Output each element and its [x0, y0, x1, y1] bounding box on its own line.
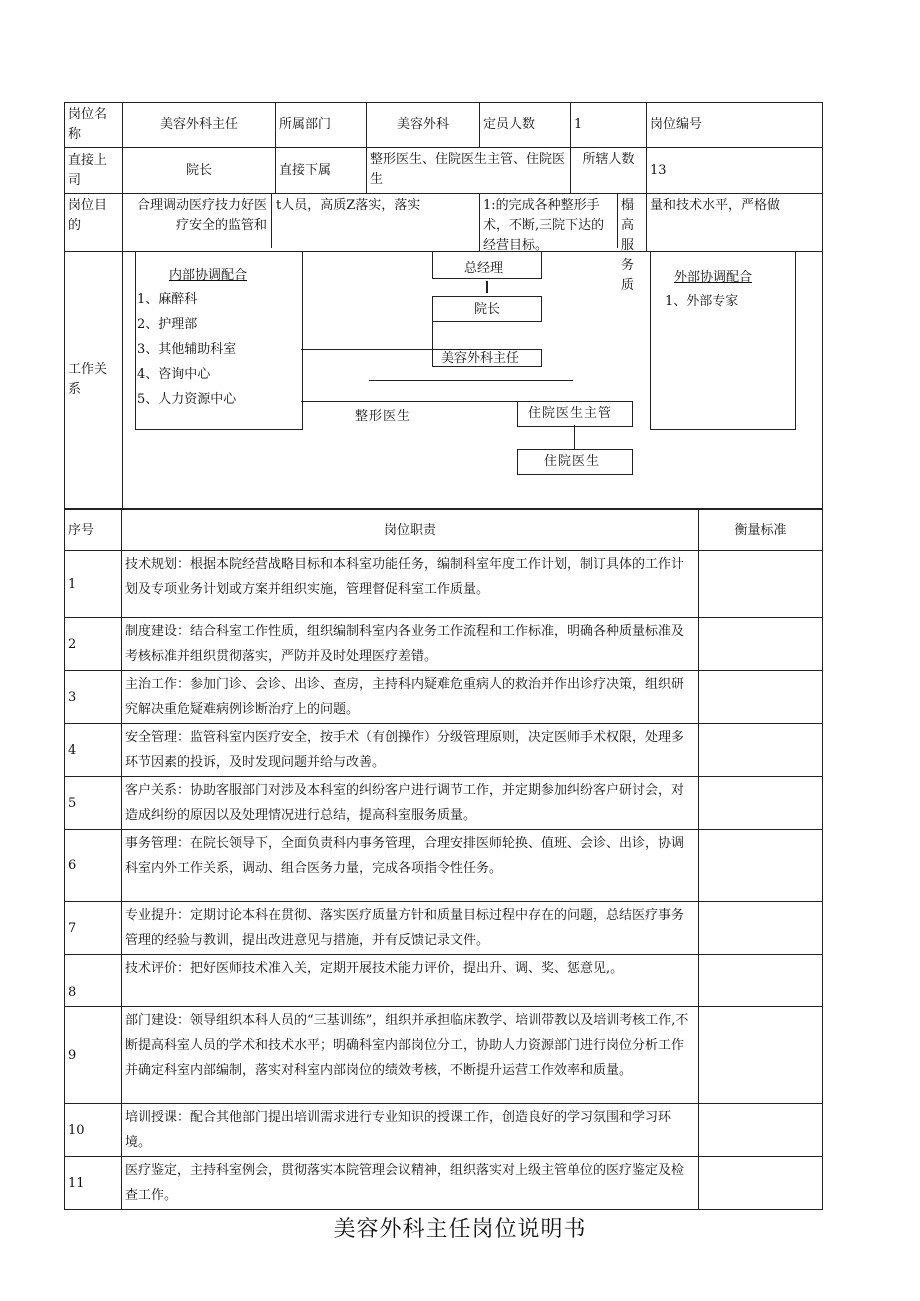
duty-row-number: 4	[65, 724, 122, 777]
org-resident-supervisor: 住院医生主管	[528, 406, 613, 421]
headcount-value: 1	[571, 103, 647, 148]
subordinate-value: 整形医生、住院医生主管、住院医生	[367, 148, 571, 194]
headcount-label: 定员人数	[480, 103, 571, 148]
relations-label: 工作关系	[65, 252, 123, 509]
duty-row-measure	[699, 1104, 823, 1157]
col-measure-header: 衡量标准	[699, 510, 823, 551]
org-director: 美容外科主任	[441, 351, 520, 366]
internal-coordination-title: 内部协调配合	[169, 268, 248, 283]
duty-row-measure	[699, 724, 823, 777]
relations-diagram	[123, 252, 822, 508]
purpose-segment-3-text: 1:的完成各种整形手术，不断,三院下达的经营目标。	[480, 194, 618, 248]
external-coordination-title: 外部协调配合	[674, 270, 753, 285]
duty-row-text: 技术规划：根据本院经营战略目标和本科室功能任务，编制科室年度工作计划，制订具体的工作计划及专项业务计划或方案并组织实施，管理督促科室工作质量。	[122, 551, 699, 618]
duty-row-number: 6	[65, 830, 122, 902]
duty-row-number: 3	[65, 671, 122, 724]
duty-row-text: 技术评价：把好医师技术准入关，定期开展技术能力评价，提出升、调、奖、惩意见,。	[122, 955, 699, 1007]
duty-row-number: 10	[65, 1104, 122, 1157]
duty-row-number: 1	[65, 551, 122, 618]
post-name-value: 美容外科主任	[123, 103, 276, 148]
managed-value: 13	[647, 148, 823, 194]
duty-row-measure	[699, 955, 823, 1007]
duty-row-measure	[699, 830, 823, 902]
duties-table	[64, 509, 823, 1210]
duty-row-text: 事务管理：在院长领导下，全面负责科内事务管理，合理安排医师轮换、值班、会诊、出诊，协调科室内外工作关系，调动、组合医务力量，完成各项指令性任务。	[122, 830, 699, 902]
duty-row-number: 2	[65, 618, 122, 671]
header-table	[64, 102, 823, 509]
duty-row-text: 医疗鉴定，主持科室例会，贯彻落实本院管理会议精神，组织落实对上级主管单位的医疗鉴定及检查工作。	[122, 1157, 699, 1210]
dept-value: 美容外科	[367, 103, 480, 148]
duty-row-text: 专业提升：定期讨论本科在贯彻、落实医疗质量方针和质量目标过程中存在的问题，总结医疗事务管理的经验与教训，提出改进意见与措施，并有反馈记录文件。	[122, 902, 699, 955]
duty-row-text: 部门建设：领导组织本科人员的“三基训练”，组织并承担临床教学、培训带教以及培训考核工作,不断提高科室人员的学术和技术水平；明确科室内部岗位分工，协助人力资源部门进行岗位分析工作并确定科室内部编制，落实对科室内部岗位的绩效考核，不断提升运营工作效率和质量。	[122, 1007, 699, 1104]
org-dean: 院长	[474, 302, 501, 317]
org-plastic-surgeon: 整形医生	[355, 409, 412, 424]
internal-item-4: 4、咨询中心	[137, 367, 211, 382]
org-connector	[574, 425, 575, 449]
document-title: 美容外科主任岗位说明书	[333, 1217, 587, 1242]
job-description-document	[64, 102, 822, 1210]
duty-row-number: 8	[65, 955, 122, 1007]
purpose-label: 岗位目的	[65, 194, 123, 252]
duty-row-measure	[699, 551, 823, 618]
purpose-segment-4: 榻高服务质	[621, 198, 635, 293]
duty-row-measure	[699, 618, 823, 671]
superior-label: 直接上司	[65, 148, 123, 194]
internal-item-2: 2、护理部	[137, 317, 198, 332]
duty-row-measure	[699, 671, 823, 724]
superior-value: 院长	[123, 148, 276, 194]
post-name-label: 岗位名称	[65, 103, 123, 148]
duty-row-text: 主治工作：参加门诊、会诊、出诊、查房，主持科内疑难危重病人的救治并作出诊疗决策，组织研究解决重危疑难病例诊断治疗上的问题。	[122, 671, 699, 724]
duty-row-text: 制度建设：结合科室工作性质，组织编制科室内各业务工作流程和工作标准，明确各种质量标准及考核标准并组织贯彻落实，严防并及时处理医疗差错。	[122, 618, 699, 671]
org-resident: 住院医生	[544, 454, 601, 469]
org-general-manager: 总经理	[464, 261, 504, 276]
col-duty-header: 岗位职责	[122, 510, 699, 551]
duty-row-number: 11	[65, 1157, 122, 1210]
duty-row-number: 7	[65, 902, 122, 955]
duty-row-measure	[699, 1157, 823, 1210]
org-connector	[369, 380, 573, 381]
org-connector	[486, 281, 488, 293]
duty-row-measure	[699, 777, 823, 830]
internal-item-3: 3、其他辅助科室	[137, 342, 237, 357]
duty-row-text: 客户关系：协助客服部门对涉及本科室的纠纷客户进行调节工作，并定期参加纠纷客户研讨会，对造成纠纷的原因以及处理情况进行总结，提高科室服务质量。	[122, 777, 699, 830]
managed-label: 所辖人数	[571, 148, 647, 194]
duty-row-number: 9	[65, 1007, 122, 1104]
post-code-label: 岗位编号	[647, 103, 823, 148]
duty-row-text: 安全管理：监管科室内医疗安全，按手术（有创操作）分级管理原则，决定医师手术权限，处理多环节因素的投诉，及时发现问题并给与改善。	[122, 724, 699, 777]
external-item-1: 1、外部专家	[665, 294, 739, 309]
duty-row-text: 培训授课：配合其他部门提出培训需求进行专业知识的授课工作，创造良好的学习氛围和学习环境。	[122, 1104, 699, 1157]
purpose-segment-2: t人员，高质Z落实，落实	[276, 198, 421, 213]
internal-item-1: 1、麻醉科	[137, 292, 198, 307]
duty-row-measure	[699, 902, 823, 955]
purpose-cell	[123, 194, 480, 252]
dept-label: 所属部门	[276, 103, 367, 148]
subordinate-label: 直接下属	[276, 148, 367, 194]
duty-row-measure	[699, 1007, 823, 1104]
internal-item-5: 5、人力资源中心	[137, 392, 237, 407]
purpose-segment-5: 量和技术水平，严格做	[647, 194, 823, 252]
purpose-segment-1: 合理调动医疗技力好医疗安全的监管和	[123, 194, 272, 248]
col-number-header: 序号	[65, 510, 122, 551]
relations-cell	[123, 252, 823, 509]
duty-row-number: 5	[65, 777, 122, 830]
